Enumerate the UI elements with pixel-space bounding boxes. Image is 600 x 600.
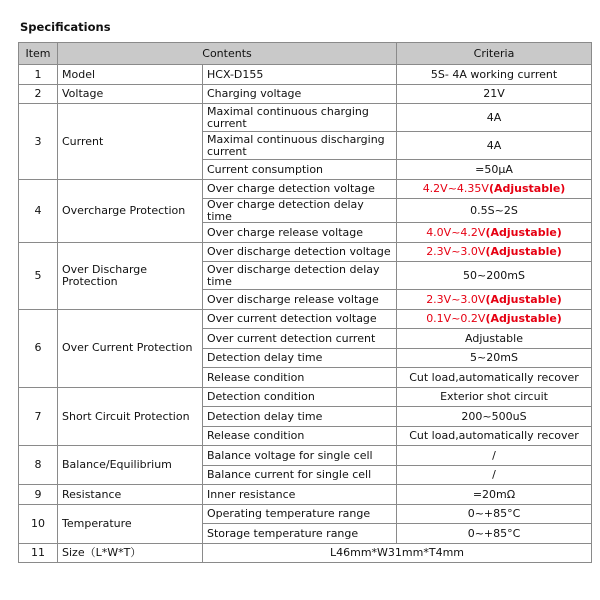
- criteria-cell: [397, 179, 592, 199]
- table-row: [19, 387, 592, 407]
- header-criteria: Criteria: [397, 43, 592, 65]
- criteria-cell: =20mΩ: [397, 485, 592, 505]
- content-cell: Current consumption: [203, 160, 397, 180]
- criteria-cell: 0.5S~2S: [397, 199, 592, 223]
- criteria-value: 2.3V~3.0V: [426, 245, 486, 258]
- table-row: [19, 485, 592, 505]
- criteria-cell: 50~200mS: [397, 262, 592, 290]
- item-number: 3: [19, 104, 58, 180]
- criteria-cell: 4A: [397, 132, 592, 160]
- table-row: [19, 446, 592, 466]
- content-cell: Balance current for single cell: [203, 465, 397, 485]
- content-cell: Detection condition: [203, 387, 397, 407]
- content-cell: Charging voltage: [203, 84, 397, 104]
- content-cell: Balance voltage for single cell: [203, 446, 397, 466]
- content-cell: Over charge detection voltage: [203, 179, 397, 199]
- item-name: Model: [58, 65, 203, 85]
- content-cell: Over current detection current: [203, 329, 397, 349]
- criteria-value: 2.3V~3.0V: [426, 292, 486, 306]
- criteria-cell: 0~+85°C: [397, 504, 592, 524]
- criteria-cell: Cut load,automatically recover: [397, 368, 592, 388]
- item-number: 10: [19, 504, 58, 543]
- content-cell: Detection delay time: [203, 407, 397, 427]
- item-name: Balance/Equilibrium: [58, 446, 203, 485]
- adjustable-note: (Adjustable): [485, 245, 562, 258]
- adjustable-note: (Adjustable): [485, 312, 562, 325]
- criteria-cell: Cut load,automatically recover: [397, 426, 592, 446]
- item-name: Current: [58, 104, 203, 180]
- header-item: Item: [19, 43, 58, 65]
- table-row: [19, 242, 592, 262]
- criteria-cell: /: [397, 446, 592, 466]
- item-number: 11: [19, 543, 58, 563]
- adjustable-note: (Adjustable): [485, 225, 562, 239]
- item-number: 4: [19, 179, 58, 242]
- criteria-value: 4.2V~4.35V: [422, 182, 489, 195]
- item-number: 7: [19, 387, 58, 446]
- item-name: Over Discharge Protection: [58, 242, 203, 309]
- criteria-cell: /: [397, 465, 592, 485]
- content-cell: Over discharge release voltage: [203, 290, 397, 310]
- criteria-cell: [397, 223, 592, 243]
- content-cell: Inner resistance: [203, 485, 397, 505]
- content-cell: Storage temperature range: [203, 524, 397, 544]
- criteria-cell: 4A: [397, 104, 592, 132]
- criteria-cell: 21V: [397, 84, 592, 104]
- item-name: Voltage: [58, 84, 203, 104]
- adjustable-note: (Adjustable): [488, 182, 566, 195]
- item-name: Resistance: [58, 485, 203, 505]
- criteria-cell: [397, 290, 592, 310]
- table-row: [19, 543, 592, 563]
- item-name: Short Circuit Protection: [58, 387, 203, 446]
- item-number: 1: [19, 65, 58, 85]
- item-number: 9: [19, 485, 58, 505]
- criteria-value: 4.0V~4.2V: [426, 225, 486, 239]
- table-row: [19, 309, 592, 329]
- item-number: 6: [19, 309, 58, 387]
- table-row: [19, 65, 592, 85]
- table-row: [19, 179, 592, 199]
- criteria-value: 0.1V~0.2V: [426, 312, 486, 325]
- content-cell: Maximal continuous discharging current: [203, 132, 397, 160]
- content-cell: Operating temperature range: [203, 504, 397, 524]
- header-contents: Contents: [58, 43, 397, 65]
- item-name: Over Current Protection: [58, 309, 203, 387]
- criteria-cell: [397, 309, 592, 329]
- merged-value-cell: L46mm*W31mm*T4mm: [203, 543, 592, 563]
- item-number: 5: [19, 242, 58, 309]
- criteria-cell: Exterior shot circuit: [397, 387, 592, 407]
- page-heading: Specifications: [20, 20, 111, 34]
- criteria-cell: 200~500uS: [397, 407, 592, 427]
- content-cell: Release condition: [203, 426, 397, 446]
- specifications-table: [18, 42, 592, 563]
- content-cell: Over charge detection delay time: [203, 199, 397, 223]
- item-name: Size（L*W*T）: [58, 543, 203, 563]
- content-cell: Detection delay time: [203, 348, 397, 368]
- item-name: Temperature: [58, 504, 203, 543]
- criteria-cell: 5S- 4A working current: [397, 65, 592, 85]
- table-row: [19, 104, 592, 132]
- adjustable-note: (Adjustable): [485, 292, 562, 306]
- criteria-cell: Adjustable: [397, 329, 592, 349]
- item-name: Overcharge Protection: [58, 179, 203, 242]
- content-cell: Over discharge detection voltage: [203, 242, 397, 262]
- criteria-cell: 0~+85°C: [397, 524, 592, 544]
- criteria-cell: [397, 242, 592, 262]
- content-cell: Maximal continuous charging current: [203, 104, 397, 132]
- item-number: 2: [19, 84, 58, 104]
- table-row: [19, 504, 592, 524]
- content-cell: Release condition: [203, 368, 397, 388]
- criteria-cell: =50μA: [397, 160, 592, 180]
- table-row: [19, 84, 592, 104]
- content-cell: Over current detection voltage: [203, 309, 397, 329]
- item-number: 8: [19, 446, 58, 485]
- criteria-cell: 5~20mS: [397, 348, 592, 368]
- content-cell: Over discharge detection delay time: [203, 262, 397, 290]
- content-cell: HCX-D155: [203, 65, 397, 85]
- content-cell: Over charge release voltage: [203, 223, 397, 243]
- table-header-row: [19, 43, 592, 65]
